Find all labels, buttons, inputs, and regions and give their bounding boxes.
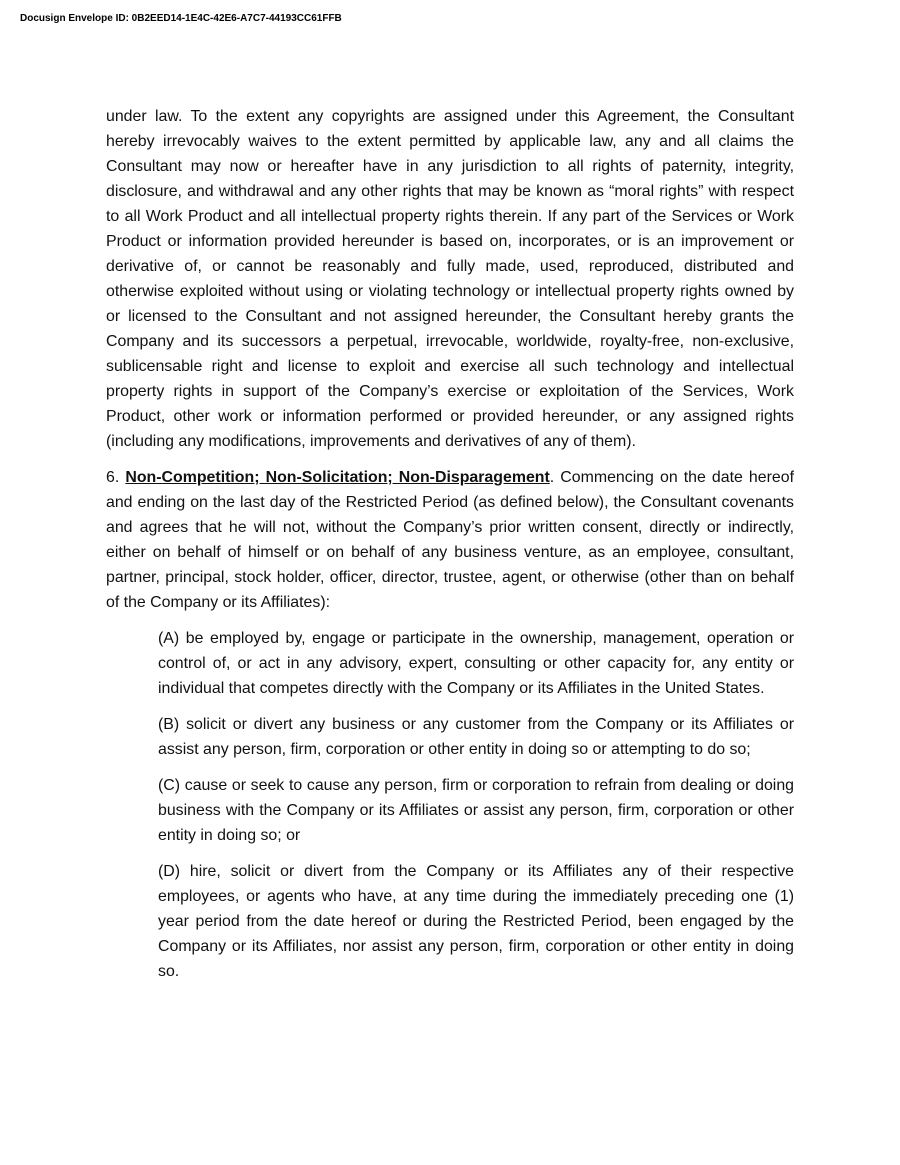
clause-a: (A) be employed by, engage or participate in the ownership, management, operation or control of, or act in any advisory, expert, consulting or other capacity for, any entity or individual that competes directly with the Company or its Affiliates in the United States. xyxy=(158,630,794,697)
document-body xyxy=(106,104,794,984)
clause-b: (B) solicit or divert any business or any customer from the Company or its Affiliates or assist any person, firm, corporation or other entity in doing so or attempting to do so; xyxy=(158,716,794,758)
section-6-paragraph xyxy=(106,465,794,615)
section-heading: Non-Competition; Non-Solicitation; Non-Disparagement xyxy=(125,469,550,486)
section-body: . Commencing on the date hereof and ending on the last day of the Restricted Period (as defined below), the Consultant covenants and agrees that he will not, without the Company’s prior written consent, directly or indirectly, either on behalf of himself or on behalf of any business venture, as an employee, consultant, partner, principal, stock holder, officer, director, trustee, agent, or otherwise (other than on behalf of the Company or its Affiliates): xyxy=(106,469,794,611)
docusign-envelope-id: Docusign Envelope ID: 0B2EED14-1E4C-42E6-A7C7-44193CC61FFB xyxy=(20,13,342,24)
paragraph-moral-rights: under law. To the extent any copyrights are assigned under this Agreement, the Consultant hereby irrevocably waives to the extent permitted by applicable law, any and all claims the Consultant may now or hereafter have in any jurisdiction to all rights of paternity, integrity, disclosure, and withdrawal and any other rights that may be known as “moral rights” with respect to all Work Product and all intellectual property rights therein. If any part of the Services or Work Product or information provided hereunder is based on, incorporates, or is an improvement or derivative of, or cannot be reasonably and fully made, used, reproduced, distributed and otherwise exploited without using or violating technology or intellectual property rights owned by or licensed to the Consultant and not assigned hereunder, the Consultant hereby grants the Company and its successors a perpetual, irrevocable, worldwide, royalty-free, non-exclusive, sublicensable right and license to exploit and exercise all such technology and intellectual property rights in support of the Company’s exercise or exploitation of the Services, Work Product, other work or information performed or provided hereunder, or any assigned rights (including any modifications, improvements and derivatives of any of them). xyxy=(106,108,794,450)
section-number: 6. xyxy=(106,469,120,486)
clause-d: (D) hire, solicit or divert from the Company or its Affiliates any of their respective employees, or agents who have, at any time during the immediately preceding one (1) year period from the date hereof or during the Restricted Period, been engaged by the Company or its Affiliates, nor assist any person, firm, corporation or other entity in doing so. xyxy=(158,863,794,980)
clause-c: (C) cause or seek to cause any person, firm or corporation to refrain from dealing or doing business with the Company or its Affiliates or assist any person, firm, corporation or other entity in doing so; or xyxy=(158,777,794,844)
